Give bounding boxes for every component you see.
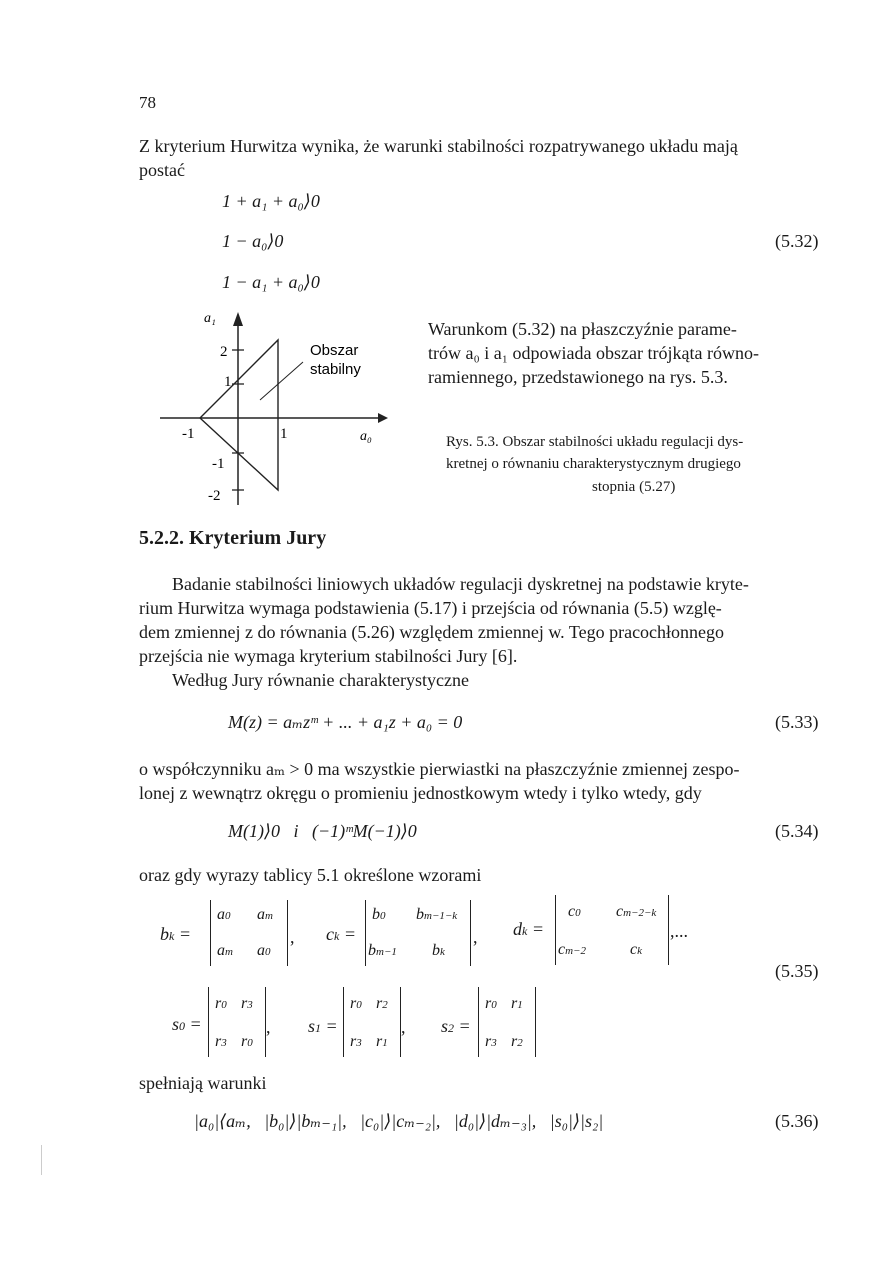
s0-lhs: s0 = (172, 1014, 202, 1034)
equation-5-33: M(z) = aₘzᵐ + ... + a₁z + a₀ = 0 (228, 712, 463, 732)
s2-determinant: r0 r1 r3 r2 (478, 987, 536, 1057)
equation-label-5-33: (5.33) (775, 712, 819, 732)
y-tick-label-2: 2 (220, 344, 228, 360)
bk-lhs: bk = (160, 924, 191, 944)
intro-line-1: Z kryterium Hurwitza wynika, że warunki stabilności rozpatrywanego układu mają (139, 136, 738, 156)
condition-1: 1 + a₁ + a₀⟩0 (222, 191, 320, 211)
para1-line-1: Badanie stabilności liniowych układów regulacji dyskretnej na podstawie kryte- (172, 574, 749, 594)
dk-lhs: dk = (513, 919, 544, 939)
equation-5-36: |a₀|⟨aₘ, |b₀|⟩|bₘ₋₁|, |c₀|⟩|cₘ₋₂|, |d₀|⟩|dₘ₋₃|, |s₀|⟩|s₂| (194, 1111, 604, 1131)
condition-2: 1 − a₀⟩0 (222, 231, 284, 251)
page-number: 78 (139, 93, 156, 112)
para3: oraz gdy wyrazy tablicy 5.1 określone wzorami (139, 865, 482, 885)
equation-label-5-35: (5.35) (775, 961, 819, 981)
para1-line-3: dem zmiennej z do równania (5.26) względem zmiennej w. Tego pracochłonnego (139, 622, 725, 642)
s0-determinant: r0 r3 r3 r0 (208, 987, 266, 1057)
figure-text-line-1: Warunkom (5.32) na płaszczyźnie parame- (428, 319, 737, 339)
y-axis-arrow-icon (233, 312, 243, 326)
caption-line-1: Rys. 5.3. Obszar stabilności układu regulacji dys- (446, 434, 744, 450)
intro-line-2: postać (139, 160, 185, 180)
y-tick-label-minus-1: -1 (212, 456, 225, 472)
x-axis-arrow-icon (378, 413, 388, 423)
caption-line-2: kretnej o równaniu charakterystycznym drugiego (446, 456, 741, 472)
x-tick-label-1: 1 (280, 426, 288, 442)
figure-text-line-2: trów a₀ i a₁ odpowiada obszar trójkąta równo- (428, 343, 759, 363)
stability-triangle-figure (160, 300, 400, 520)
bk-comma: , (290, 927, 295, 947)
y-tick-label-1: 1 (224, 374, 232, 390)
bk-determinant: a0 am am a0 (210, 900, 288, 966)
equation-label-5-34: (5.34) (775, 821, 819, 841)
section-heading: 5.2.2. Kryterium Jury (139, 527, 327, 549)
para2-line-1: o współczynniku aₘ > 0 ma wszystkie pierwiastki na płaszczyźnie zmiennej zespo- (139, 759, 740, 779)
region-leader-line (260, 362, 303, 400)
region-label-line-2: stabilny (310, 361, 361, 378)
s1-comma: , (401, 1017, 406, 1037)
x-axis-label: a₀ (360, 429, 372, 444)
ck-determinant: b0 bm−1−k bm−1 bk (365, 900, 471, 966)
figure-text-line-3: ramiennego, przedstawionego na rys. 5.3. (428, 367, 728, 387)
para1-line-5: Według Jury równanie charakterystyczne (172, 670, 469, 690)
y-axis-label: a₁ (204, 311, 216, 326)
dk-determinant: c0 cm−2−k cm−2 ck (555, 895, 669, 965)
para2-line-2: lonej z wewnątrz okręgu o promieniu jednostkowym wtedy i tylko wtedy, gdy (139, 783, 702, 803)
dk-ellipsis: ,... (670, 921, 688, 941)
s1-determinant: r0 r2 r3 r1 (343, 987, 401, 1057)
s0-comma: , (266, 1017, 271, 1037)
s2-lhs: s2 = (441, 1016, 471, 1036)
x-tick-label-minus-1: -1 (182, 426, 195, 442)
region-label-line-1: Obszar (310, 342, 359, 359)
para1-line-4: przejścia nie wymaga kryterium stabilności Jury [6]. (139, 646, 518, 666)
scan-margin-mark (41, 1145, 42, 1175)
para4: spełniają warunki (139, 1073, 267, 1093)
para1-line-2: rium Hurwitza wymaga podstawienia (5.17) i przejścia od równania (5.5) wzglę- (139, 598, 722, 618)
y-tick-label-minus-2: -2 (208, 488, 221, 504)
ck-lhs: ck = (326, 924, 356, 944)
ck-comma: , (473, 927, 478, 947)
condition-3: 1 − a₁ + a₀⟩0 (222, 272, 320, 292)
caption-line-3: stopnia (5.27) (592, 479, 676, 495)
equation-label-5-32: (5.32) (775, 231, 819, 251)
equation-5-34: M(1)⟩0 i (−1)ᵐM(−1)⟩0 (228, 821, 417, 841)
equation-label-5-36: (5.36) (775, 1111, 819, 1131)
s1-lhs: s1 = (308, 1016, 338, 1036)
